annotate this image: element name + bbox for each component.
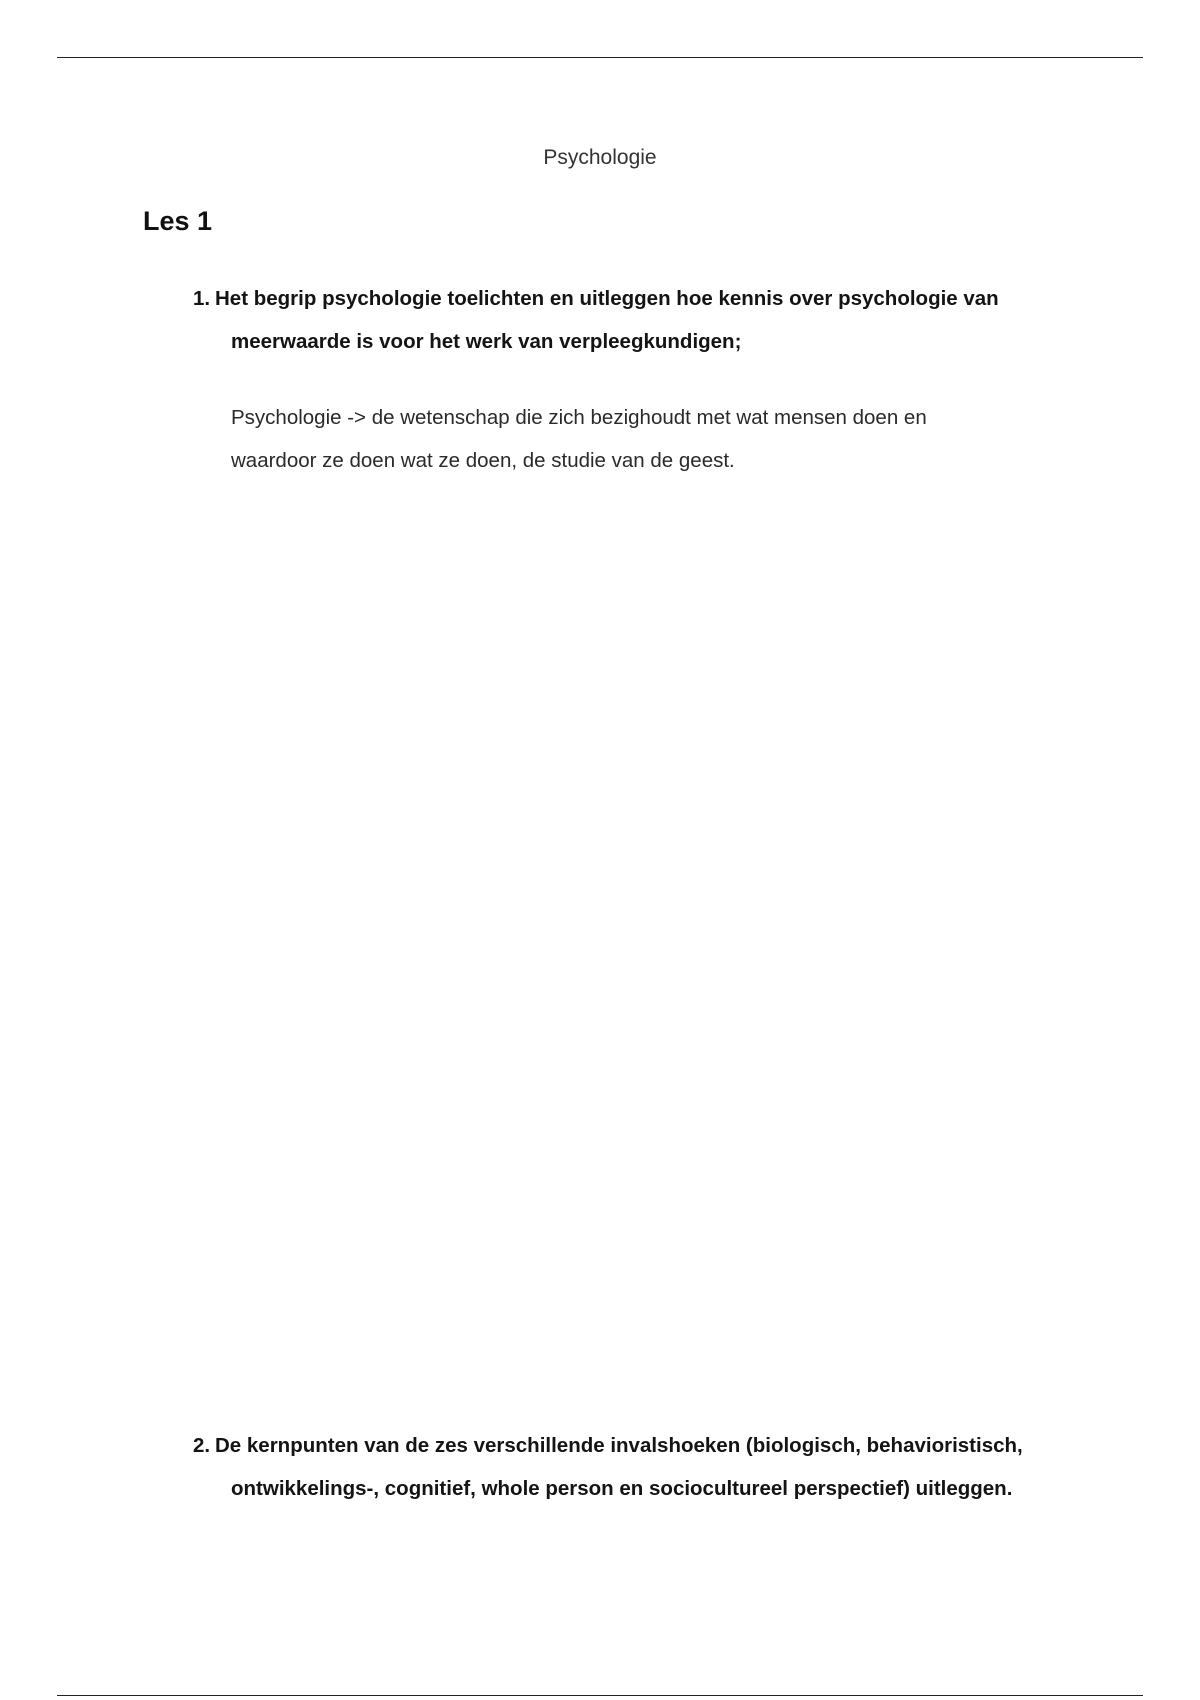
objective-number: 2.: [193, 1434, 211, 1457]
objective-1: [193, 277, 1043, 363]
objective-line: ontwikkelings-, cognitief, whole person en sociocultureel perspectief) uitleggen.: [231, 1477, 1013, 1500]
objective-2: [193, 1424, 1043, 1510]
answer-line: waardoor ze doen wat ze doen, de studie van de geest.: [231, 449, 735, 472]
objective-1-answer: [231, 396, 1031, 482]
header-title: Psychologie: [543, 146, 657, 169]
answer-line: Psychologie -> de wetenschap die zich bezighoudt met wat mensen doen en: [231, 406, 927, 429]
objective-line: De kernpunten van de zes verschillende invalshoeken (biologisch, behavioristisch,: [215, 1434, 1023, 1457]
objective-line: Het begrip psychologie toelichten en uitleggen hoe kennis over psychologie van: [215, 287, 999, 310]
lesson-heading: Les 1: [143, 206, 213, 236]
objective-number: 1.: [193, 287, 211, 310]
bottom-rule: [57, 1695, 1143, 1696]
objective-line: meerwaarde is voor het werk van verpleegkundigen;: [231, 330, 742, 353]
top-rule: [57, 57, 1143, 58]
